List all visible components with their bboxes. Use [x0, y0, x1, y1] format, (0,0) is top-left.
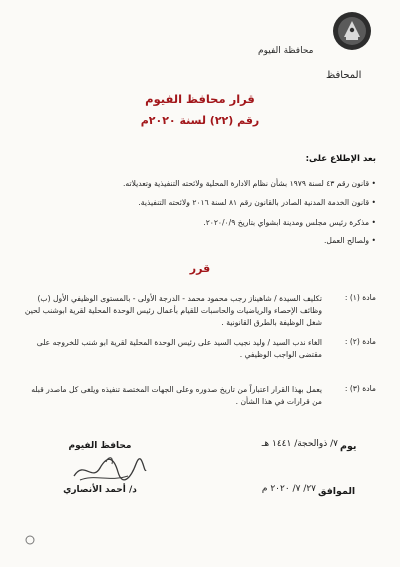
handwritten-signature [70, 452, 148, 486]
after-review-heading: بعد الإطلاع على: [305, 154, 376, 164]
corresponding-label: الموافق [318, 486, 356, 497]
article-text: يعمل بهذا القرار اعتباراً من تاريخ صدوره وعلى الجهات المختصة تنفيذه ويلغى كل ماصدر قبله من قرارات في هذا الشأن . [31, 385, 322, 406]
decision-number: رقم (٢٢) لسنة ٢٠٢٠م [140, 114, 260, 127]
day-label: يوم [340, 441, 357, 452]
hijri-date: ٧/ ذوالحجة/ ١٤٤١ هـ [261, 439, 338, 449]
gregorian-date: ٢٧/ ٧/ ٢٠٢٠ م [261, 484, 316, 494]
article-text: تكليف السيدة / شاهيناز رجب محمود محمد - الدرجة الأولى - بالمستوى الوظيفي الأول (ب) وظائف الإحصاء والرياضيات والحاسبات للقيام بأعمال رئيس الوحدة المحلية لقرية ابوشنب لحين شغل الوظيفة بالطرق القانونية . [24, 294, 322, 327]
decided-heading: قرر [189, 262, 211, 275]
governorate-emblem [331, 10, 373, 52]
reference-item: • قانون الخدمة المدنية الصادر بالقانون رقم ٨١ لسنة ٢٠١٦ ولائحته التنفيذية. [138, 198, 376, 207]
signatory-title: محافظ الفيوم [68, 441, 132, 451]
signatory-name: د/ أحمد الأنصاري [63, 485, 137, 495]
article-text: الغاء ندب السيد / وليد نجيب السيد على رئيس الوحدة المحلية لقرية ابو شنب للخروجه على مقتضى الواجب الوظيفي . [36, 338, 322, 359]
article-label: مادة (٢) : [344, 337, 376, 346]
governor-label: المحافظ [326, 70, 362, 81]
reference-item: • مذكرة رئيس مجلس ومدينة ابشواي بتاريخ ٢٠٢٠/٠/٩. [203, 218, 376, 227]
decision-title: قرار محافظ الفيوم [145, 92, 255, 106]
reference-item: • قانون رقم ٤٣ لسنة ١٩٧٩ بشأن نظام الادارة المحلية ولائحته التنفيذية وتعديلاته. [123, 179, 376, 188]
reference-item: • ولصالح العمل. [323, 236, 376, 245]
corner-mark-icon [24, 534, 36, 546]
article-label: مادة (١) : [344, 293, 376, 302]
article-label: مادة (٣) : [344, 384, 376, 393]
governorate-name: محافظة الفيوم [258, 46, 314, 56]
